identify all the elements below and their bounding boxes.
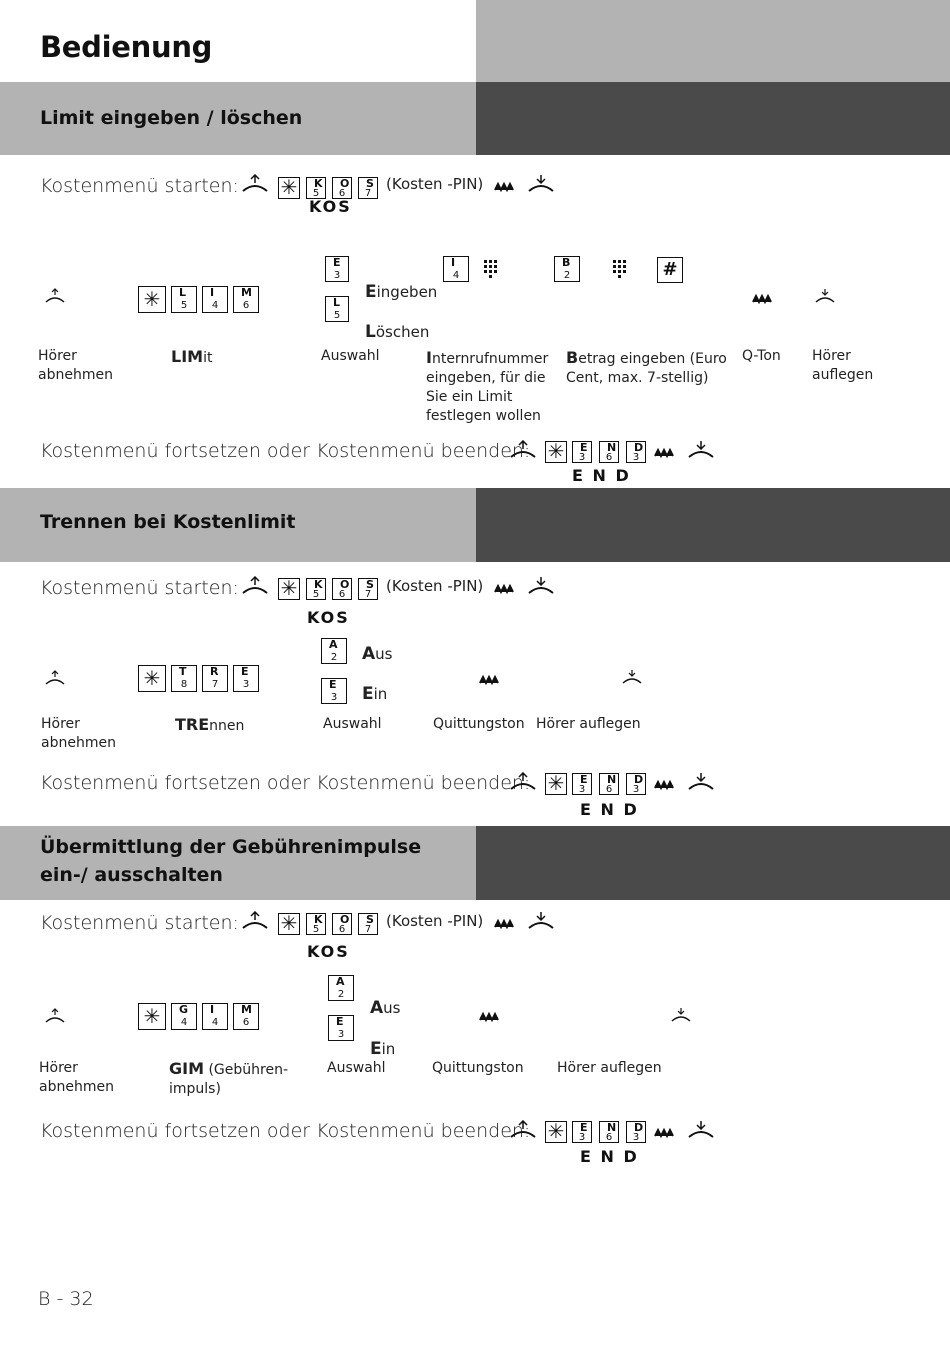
start-label: Kostenmenü starten: (40, 175, 239, 197)
page-title: Bedienung (40, 30, 213, 64)
keypad-icon (613, 260, 629, 280)
handset-hangup-icon (621, 669, 643, 685)
handset-lift-icon (508, 440, 538, 460)
end-label: Kostenmenü fortsetzen oder Kostenmenü beenden: (40, 1120, 531, 1142)
handset-hangup-icon (526, 911, 556, 931)
handset-lift-icon (44, 1008, 66, 1024)
keypad-icon (484, 260, 500, 280)
caption-qton: Q-Ton (742, 348, 781, 364)
key-s7: S 7 (358, 578, 378, 600)
star-key: ✳ (138, 1003, 166, 1030)
handset-hangup-icon (814, 288, 836, 304)
end-code: E N D (572, 466, 631, 485)
key-k5: K 5 (306, 578, 326, 600)
end-label: Kostenmenü fortsetzen oder Kostenmenü beenden: (40, 772, 531, 794)
start-label: Kostenmenü starten: (40, 912, 239, 934)
key-b2: B 2 (554, 256, 580, 282)
handset-hangup-icon (686, 1120, 716, 1140)
tone-icon (654, 446, 674, 458)
caption-gim: GIM (Gebühren-impuls) (169, 1059, 289, 1097)
key-e3: E 3 (321, 678, 347, 704)
star-key: ✳ (545, 1121, 567, 1143)
caption-hoerer-auflegen: Hörer auflegen (557, 1060, 662, 1076)
caption-hoerer-abnehmen: Hörer abnehmen (41, 716, 116, 751)
hash-key: # (657, 257, 683, 283)
key-o6: O 6 (332, 578, 352, 600)
kos-code: KOS (307, 942, 350, 961)
key-g4: G 4 (171, 1003, 197, 1030)
page-number: B - 32 (38, 1288, 94, 1310)
caption-auswahl: Auswahl (321, 348, 380, 364)
handset-hangup-icon (526, 174, 556, 194)
key-a2: A 2 (328, 975, 354, 1001)
key-i4: I 4 (443, 256, 469, 282)
handset-lift-icon (240, 174, 270, 194)
caption-hoerer-auflegen: Hörer auflegen (812, 348, 874, 383)
tone-icon (654, 1126, 674, 1138)
tone-icon (494, 582, 514, 594)
star-key: ✳ (278, 578, 300, 600)
tone-icon (479, 1010, 499, 1022)
key-e3: E 3 (572, 773, 592, 795)
caption-limit: LIMit (171, 347, 213, 366)
star-key: ✳ (138, 665, 166, 692)
kos-code: KOS (309, 197, 352, 216)
key-n6: N 6 (599, 1121, 619, 1143)
handset-hangup-icon (526, 576, 556, 596)
key-s7: S 7 (358, 913, 378, 935)
key-a2: A 2 (321, 638, 347, 664)
header-gray-block (476, 0, 950, 82)
pin-label: (Kosten -PIN) (386, 912, 484, 930)
key-s7: S 7 (358, 177, 378, 199)
key-o6: O 6 (332, 177, 352, 199)
handset-lift-icon (44, 288, 66, 304)
end-code: E N D (580, 800, 639, 819)
handset-hangup-icon (670, 1007, 692, 1023)
key-i4: I 4 (202, 286, 228, 313)
star-key: ✳ (278, 177, 300, 199)
key-e3: E 3 (328, 1015, 354, 1041)
option-aus: Aus (362, 644, 393, 664)
tone-icon (479, 673, 499, 685)
star-key: ✳ (138, 286, 166, 313)
option-loeschen: Löschen (365, 322, 430, 342)
key-e3: E 3 (325, 256, 349, 282)
key-i4: I 4 (202, 1003, 228, 1030)
key-n6: N 6 (599, 441, 619, 463)
handset-lift-icon (44, 670, 66, 686)
caption-hoerer-abnehmen: Hörer abnehmen (38, 348, 113, 383)
tone-icon (494, 917, 514, 929)
handset-lift-icon (508, 1120, 538, 1140)
end-label: Kostenmenü fortsetzen oder Kostenmenü beenden: (40, 440, 531, 462)
option-ein: Ein (362, 684, 388, 704)
key-l5: L 5 (325, 296, 349, 322)
key-r7: R 7 (202, 665, 228, 692)
option-aus: Aus (370, 998, 401, 1018)
handset-lift-icon (240, 576, 270, 596)
tone-icon (654, 778, 674, 790)
section-title: Trennen bei Kostenlimit (40, 511, 296, 533)
caption-quittungston: Quittungston (432, 1060, 524, 1076)
key-n6: N 6 (599, 773, 619, 795)
kos-code: KOS (307, 608, 350, 627)
caption-hoerer-auflegen: Hörer auflegen (536, 716, 641, 732)
caption-internrufnummer: Internrufnummer eingeben, für die Sie ein Limit festlegen wollen (426, 348, 549, 424)
pin-label: (Kosten -PIN) (386, 175, 484, 193)
caption-quittungston: Quittungston (433, 716, 525, 732)
key-d3: D 3 (626, 773, 646, 795)
key-d3: D 3 (626, 1121, 646, 1143)
key-m6: M 6 (233, 286, 259, 313)
pin-label: (Kosten -PIN) (386, 577, 484, 595)
key-l5: L 5 (171, 286, 197, 313)
section-band-dark (476, 826, 950, 900)
key-e3: E 3 (572, 1121, 592, 1143)
section-title: Übermittlung der Gebührenimpulse ein-/ ausschalten (40, 836, 422, 886)
handset-hangup-icon (686, 772, 716, 792)
end-code: E N D (580, 1147, 639, 1166)
star-key: ✳ (278, 913, 300, 935)
caption-auswahl: Auswahl (323, 716, 382, 732)
star-key: ✳ (545, 441, 567, 463)
key-k5: K 5 (306, 913, 326, 935)
tone-icon (752, 292, 772, 304)
section-title: Limit eingeben / löschen (40, 107, 303, 129)
caption-betrag: Betrag eingeben (Euro Cent, max. 7-stellig) (566, 348, 727, 386)
key-k5: K 5 (306, 177, 326, 199)
key-e3: E 3 (233, 665, 259, 692)
handset-lift-icon (240, 911, 270, 931)
handset-lift-icon (508, 772, 538, 792)
option-eingeben: Eingeben (365, 282, 438, 302)
start-label: Kostenmenü starten: (40, 577, 239, 599)
key-e3: E 3 (572, 441, 592, 463)
section-band-dark (476, 488, 950, 562)
tone-icon (494, 180, 514, 192)
caption-trennen: TREnnen (175, 715, 245, 734)
option-ein: Ein (370, 1039, 396, 1059)
key-d3: D 3 (626, 441, 646, 463)
key-o6: O 6 (332, 913, 352, 935)
key-t8: T 8 (171, 665, 197, 692)
star-key: ✳ (545, 773, 567, 795)
caption-auswahl: Auswahl (327, 1060, 386, 1076)
caption-hoerer-abnehmen: Hörer abnehmen (39, 1060, 114, 1095)
section-band-dark (476, 82, 950, 155)
handset-hangup-icon (686, 440, 716, 460)
key-m6: M 6 (233, 1003, 259, 1030)
